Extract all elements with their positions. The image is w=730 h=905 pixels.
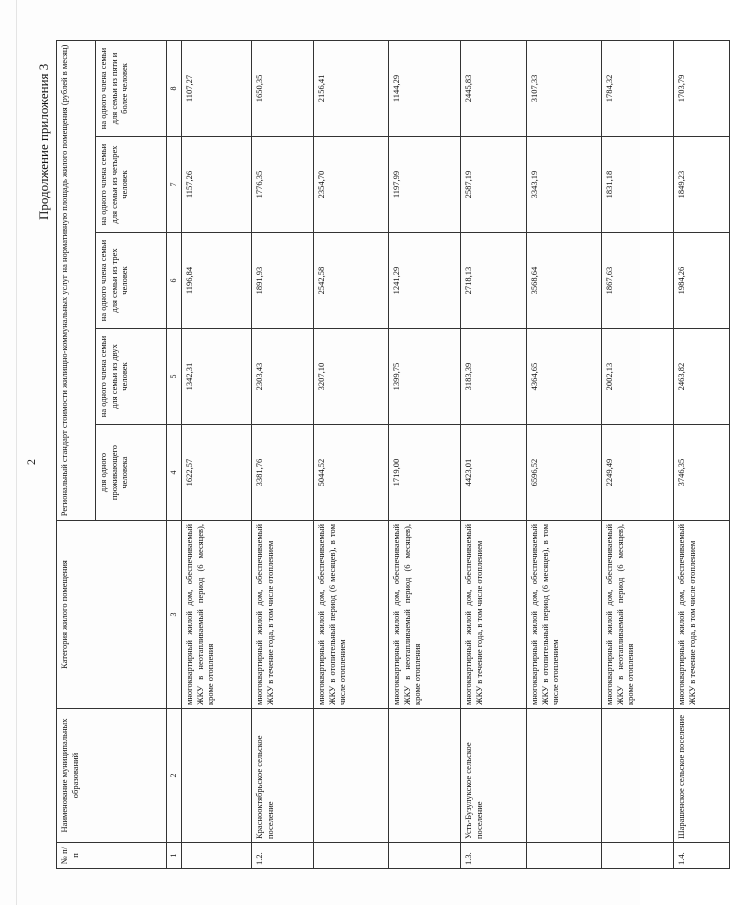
housing-cost-standard-table (56, 40, 730, 869)
row-category: многоквартирный жилой дом, обеспечиваемый ЖКУ в неотапливаемый период (6 месяцев), кроме отопления (182, 521, 252, 709)
header-category: Категория жилого помещения (57, 521, 167, 709)
value-cell: 3107,33 (527, 40, 602, 136)
header-sub-col-3: на одного члена семьи для семьи из трех человек (96, 233, 167, 329)
value-cell: 4423,01 (461, 425, 527, 521)
value-cell: 3381,76 (252, 425, 314, 521)
value-cell: 1399,75 (389, 329, 461, 425)
row-municipality: Краснооктябрьское сельское поселение (252, 709, 314, 843)
row-index (182, 843, 252, 869)
row-index: 1.3. (461, 843, 527, 869)
value-cell: 2002,13 (602, 329, 674, 425)
value-cell: 2587,19 (461, 137, 527, 233)
row-category: многоквартирный жилой дом, обеспечиваемый ЖКУ в течение года, в том числе отоплением (252, 521, 314, 709)
value-cell: 3568,64 (527, 233, 602, 329)
value-cell: 3183,39 (461, 329, 527, 425)
value-cell: 5044,52 (314, 425, 389, 521)
row-municipality (602, 709, 674, 843)
value-cell: 1197,99 (389, 137, 461, 233)
value-cell: 1891,93 (252, 233, 314, 329)
value-cell: 1650,35 (252, 40, 314, 136)
table-row (602, 40, 674, 868)
table-row (252, 40, 314, 868)
row-index (314, 843, 389, 869)
row-index (602, 843, 674, 869)
column-number: 6 (167, 233, 182, 329)
value-cell: 2463,82 (674, 329, 730, 425)
header-sub-col-5: на одного члена семьи для семьи из пяти и более человек (96, 40, 167, 136)
column-number: 8 (167, 40, 182, 136)
row-municipality (527, 709, 602, 843)
value-cell: 2542,58 (314, 233, 389, 329)
value-cell: 1196,84 (182, 233, 252, 329)
value-cell: 2156,41 (314, 40, 389, 136)
table-row (389, 40, 461, 868)
value-cell: 1342,31 (182, 329, 252, 425)
column-number: 1 (167, 843, 182, 869)
row-index: 1.2. (252, 843, 314, 869)
row-index: 1.4. (674, 843, 730, 869)
value-cell: 2718,13 (461, 233, 527, 329)
value-cell: 2445,83 (461, 40, 527, 136)
value-cell: 1622,57 (182, 425, 252, 521)
table-row (314, 40, 389, 868)
table-row (674, 40, 730, 868)
value-cell: 2303,43 (252, 329, 314, 425)
value-cell: 1784,32 (602, 40, 674, 136)
header-index: № п/п (57, 843, 167, 869)
page-number: 2 (24, 459, 38, 465)
value-cell: 4364,65 (527, 329, 602, 425)
value-cell: 6596,52 (527, 425, 602, 521)
value-cell: 1157,26 (182, 137, 252, 233)
value-cell: 3207,10 (314, 329, 389, 425)
table-row (182, 40, 252, 868)
row-municipality: Усть-Бузулукское сельское поселение (461, 709, 527, 843)
column-number: 7 (167, 137, 182, 233)
appendix-continuation-heading: Продолжение приложения 3 (36, 63, 51, 220)
row-category: многоквартирный жилой дом, обеспечиваемый ЖКУ в неотапливаемый период (6 месяцев), кроме отопления (602, 521, 674, 709)
value-cell: 3746,35 (674, 425, 730, 521)
column-number: 3 (167, 521, 182, 709)
row-index (527, 843, 602, 869)
value-cell: 2354,70 (314, 137, 389, 233)
header-row-1 (57, 40, 96, 868)
row-category: многоквартирный жилой дом, обеспечиваемый ЖКУ в течение года, в том числе отоплением (461, 521, 527, 709)
row-category: многоквартирный жилой дом, обеспечиваемый ЖКУ в отопительный период (6 месяцев), в том числе отоплением (314, 521, 389, 709)
row-municipality: Шарашенское сельское поселение (674, 709, 730, 843)
table-row (461, 40, 527, 868)
value-cell: 1703,79 (674, 40, 730, 136)
row-category: многоквартирный жилой дом, обеспечиваемый ЖКУ в течение года, в том числе отоплением (674, 521, 730, 709)
row-municipality (389, 709, 461, 843)
value-cell: 1831,18 (602, 137, 674, 233)
value-cell: 3343,19 (527, 137, 602, 233)
column-number: 5 (167, 329, 182, 425)
column-numbering-row (167, 40, 182, 868)
column-number: 4 (167, 425, 182, 521)
header-municipality: Наименование муниципальных образований (57, 709, 167, 843)
header-sub-col-1: для одного проживающего человека (96, 425, 167, 521)
row-index (389, 843, 461, 869)
value-cell: 1984,26 (674, 233, 730, 329)
header-sub-col-2: на одного члена семьи для семьи из двух человек (96, 329, 167, 425)
row-municipality (182, 709, 252, 843)
header-sub-col-4: на одного члена семьи для семьи из четырех человек (96, 137, 167, 233)
value-cell: 1107,27 (182, 40, 252, 136)
row-category: многоквартирный жилой дом, обеспечиваемый ЖКУ в отопительный период (6 месяцев), в том числе отоплением (527, 521, 602, 709)
row-category: многоквартирный жилой дом, обеспечиваемый ЖКУ в неотапливаемый период (6 месяцев), кроме отопления (389, 521, 461, 709)
value-cell: 1776,35 (252, 137, 314, 233)
value-cell: 1719,00 (389, 425, 461, 521)
value-cell: 1241,29 (389, 233, 461, 329)
value-cell: 1849,23 (674, 137, 730, 233)
row-municipality (314, 709, 389, 843)
header-standard-group: Региональный стандарт стоимости жилищно-коммунальных услуг на нормативную площадь жилого помещения (рублей в месяц) (57, 40, 96, 520)
value-cell: 1144,29 (389, 40, 461, 136)
value-cell: 2249,49 (602, 425, 674, 521)
table-row (527, 40, 602, 868)
value-cell: 1867,63 (602, 233, 674, 329)
column-number: 2 (167, 709, 182, 843)
